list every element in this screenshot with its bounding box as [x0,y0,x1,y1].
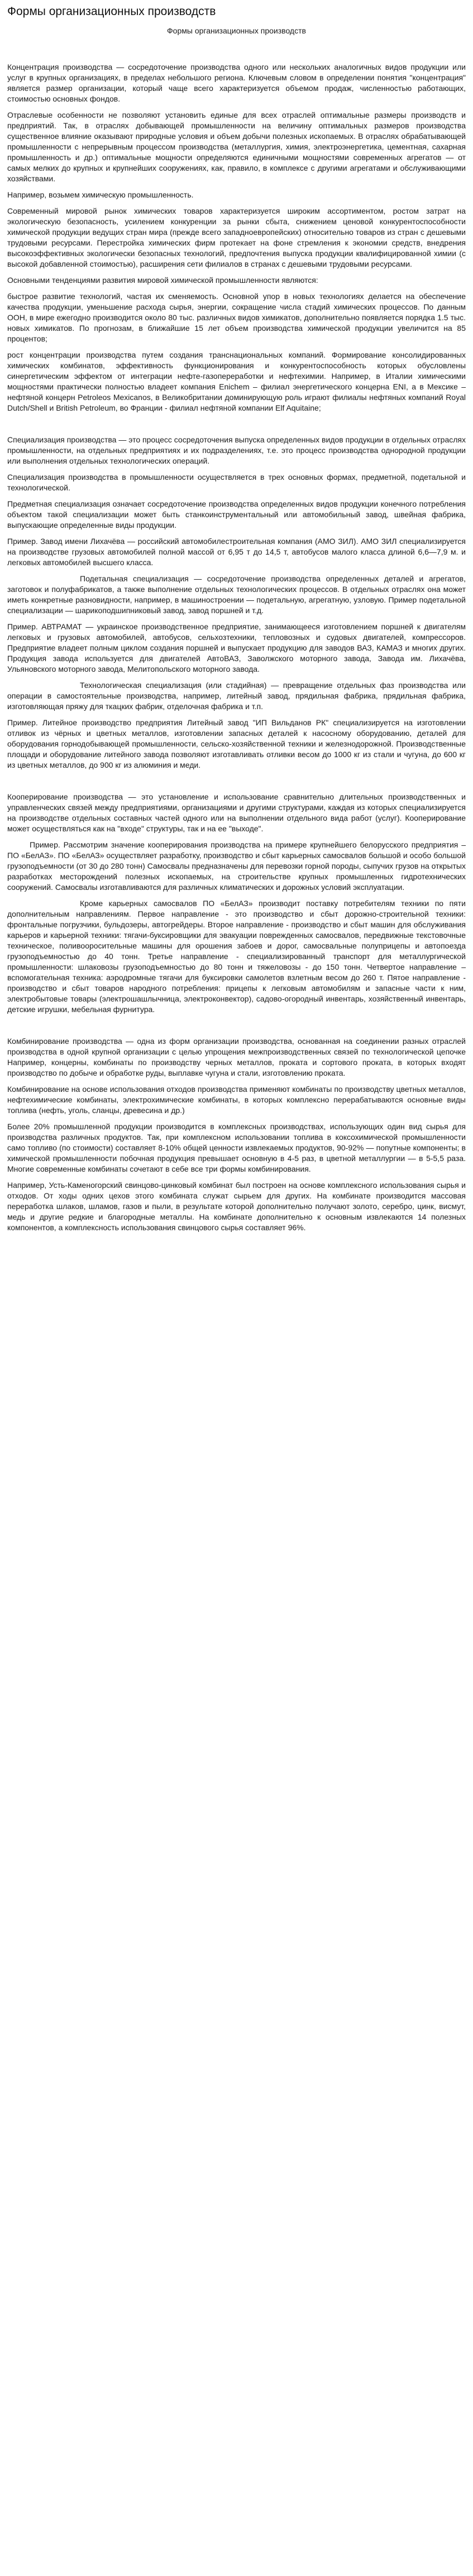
paragraph: Комбинирование на основе использования отходов производства применяют комбинаты по производству цветных металлов, нефтехимические комбинаты, электрохимические комбинаты, в которых комплексно перерабатываются основные виды топлива (нефть, уголь, сланцы, древесина и др.) [7,1085,466,1115]
paragraph: рост концентрации производства путем создания транснациональных компаний. Формирование консолидированных химических комбинатов, эффективность функционирования и конкурентоспособность которых обусловлены синергетическим эффектом от интеграции нефте-газопереработки и нефтехимии. Например, в Италии химическими мощностями практически полностью владеет компания Enichem – филиал энергетического концерна ENI, а в Мексике – нефтяной концерн Petroleos Mexicanos, в Великобритании доминирующую роль играют филиалы нефтяных компаний Royal Dutch/Shell и British Petroleum, во Франции - филиал нефтяной компании Elf Aquitaine; [7,350,466,412]
paragraph: Например, Усть-Каменогорский свинцово-цинковый комбинат был построен на основе комплексного использования сырья и отходов. От ходы одних цехов этого комбината служат сырьем для других. На комбинате производится массовая переработка шлаков, шламов, газов и пыли, в результате которой дополнительно получают золото, серебро, цинк, висмут, медь и другие редкие и благородные металлы. На комбинате дополнительно к основным извлекаются 14 полезных компонентов, а комплексность использования свинцового сырья составляет 96%. [7,1181,466,1232]
paragraph: Предметная специализация означает сосредоточение производства определенных видов продукции конечного потребления объектом такой специализации может быть станкоинструментальный или автомобильный завод, швейная фабрика, выпускающие определенные виды продукции. [7,499,466,529]
paragraph: Основными тенденциями развития мировой химической промышленности являются: [7,276,318,285]
paragraph: быстрое развитие технологий, частая их сменяемость. Основной упор в новых технологиях делается на обеспечение качества продукции, уменьшение расхода сырья, энергии, сокращение числа стадий химических процессов. По данным ООН, в мире ежегодно производится около 80 тыс. различных видов химикатов, дополнительно появляется порядка 1.5 тыс. новых химикатов. По прогнозам, в ближайшие 15 лет объем производства химической продукции увеличится на 85 процентов; [7,292,466,343]
paragraph: Пример. Литейное производство предприятия Литейный завод "ИП Вильданов РК" специализируется на изготовлении отливок из чёрных и цветных металлов, изготовлении запасных деталей к насосному оборудованию, деталей для оборудования горнодобывающей промышленности, сельско-хозяйственной техники и железнодорожной. Производственные площади и оборудование литейного завода позволяют изготавливать отливки весом до 1000 кг из стали и чугуна, до 600 кг из цветных металлов, до 900 кг из алюминия и меди. [7,718,466,769]
document-page [0,0,473,1244]
paragraph: Современный мировой рынок химических товаров характеризуется широким ассортиментом, ростом затрат на экологическую безопасность, усилением конкуренции за рынки сбыта, снижением ценовой конкурентоспособности химической продукции ведущих стран мира (прежде всего западноевропейских) относительно товаров из стран с дешевыми трудовыми ресурсами. Перестройка химических фирм протекает на фоне стремления к экономии средств, внедрения высокоэффективных экологически безопасных технологий, предпочтения выпуска продукции квалифицированной химии (с высокой добавленной стоимостью), расширения сети филиалов в странах с дешевыми трудовыми ресурсами. [7,206,466,268]
document-body [7,62,466,1233]
paragraph: Специализация производства — это процесс сосредоточения выпуска определенных видов продукции в отдельных отраслях промышленности, на отдельных предприятиях и их подразделениях, т.е. это процесс производства однородной продукции или выполнения отдельных технологических операций. [7,435,466,465]
paragraph: Пример. АВТРАМАТ — украинское производственное предприятие, занимающееся изготовлением поршней к двигателям легковых и грузовых автомобилей, автобусов, сельхозтехники, тепловозных и судовых двигателей, компрессоров. Предприятие владеет полным циклом создания поршней и выпускает продукцию для заводов ВАЗ, КАМАЗ и многих других. Продукция завода используется для двигателей АвтоВАЗ, Заволжского моторного завода, Завода им. Лихачёва, Ульяновского моторного завода, Мелитопольского моторного завода. [7,622,466,673]
paragraph: Подетальная специализация — сосредоточение производства определенных деталей и агрегатов, заготовок и полуфабрикатов, а также выполнение отдельных технологических процессов. В отдельных отраслях она может иметь конкретные разновидности, например, в машиностроении — подетальную, агрегатную, узловую. Пример подетальной специализации — шарикоподшипниковый завод, завод поршней и т.д. [7,574,466,615]
paragraph: Специализация производства в промышленности осуществляется в трех основных формах, предметной, подетальной и технологической. [7,473,466,492]
paragraph: Например, возьмем химическую промышленность. [7,190,194,199]
paragraph: Более 20% промышленной продукции производится в комплексных производствах, использующих один вид сырья для производства различных продуктов. Так, при комплексном использовании топлива в коксохимической промышленности само топливо (по стоимости) составляет 8-10% общей ценности извлекаемых продуктов, 90-92% — попутные компоненты; в химической промышленности побочная продукция превышает основную в 4-5 раз, в цветной металлургии — в 5-5,5 раза. Многие современные комбинаты сочетают в себе все три формы комбинирования. [7,1122,466,1173]
paragraph: Пример. Завод имени Лихачёва — российский автомобилестроительная компания (АМО ЗИЛ). АМО ЗИЛ специализируется на производстве грузовых автомобилей полной массой от 6,95 т до 14,5 т, автобусов малого класса длиной 6,6—7,9 м. и легковых автомобилей высшего класса. [7,537,466,567]
paragraph: Технологическая специализация (или стадийная) — превращение отдельных фаз производства или операции в самостоятельные производства, например, литейный завод, прядильная фабрика, прядильная фабрика, изготовляющая пряжу для ткацких фабрик, отделочная фабрика и т.п. [7,681,466,711]
paragraph: Комбинирование производства — одна из форм организации производства, основанная на соединении разных отраслей производства в одной крупной организации с целью упрощения межпроизводственных связей по технологической цепочке Например, концерны, комбинаты по производству черных металлов, проката и сортового проката, в которых входят производство по добыче и обработке руды, выплавке чугуна и стали, изготовлению проката. [7,1037,466,1077]
paragraph: Отраслевые особенности не позволяют установить единые для всех отраслей оптимальные размеры производств и предприятий. Так, в отраслях добывающей промышленности на величину оптимальных размеров производства существенное влияние оказывают природные условия и объем добычи полезных ископаемых. В отраслях обрабатывающей промышленности с непрерывным процессом производства (металлургия, химия, электроэнергетика, цементная, сахарная промышленность и др.) оптимальные мощности определяются единичными мощностями современных агрегатов — от самых мелких до крупных и крупнейших сооружениях, как, правило, в комплексе с другими агрегатами и обслуживающими хозяйствами. [7,110,466,183]
document-subtitle: Формы организационных производств [167,26,306,35]
paragraph: Кооперирование производства — это установление и использование сравнительно длительных производственных и управленческих связей между предприятиями, организациями и другими структурами, каждая из которых специализируется на производстве отдельных составных частей одного или на выполнении отдельного вида работ (услуг). Кооперирование может осуществляться как на "входе" структуры, так и на ее "выходе". [7,792,466,833]
paragraph: Кроме карьерных самосвалов ПО «БелАЗ» производит поставку потребителям техники по пяти дополнительным направлениям. Первое направление - это производство и сбыт дорожно-строительной техники: фронтальные погрузчики, бульдозеры, автогрейдеры. Второе направление - производство и сбыт машин для обслуживания карьеров и карьерной техники: тягачи-буксировщики для эвакуации поврежденных самосвалов, передвижные текстовочные техническое, поливооросительные машины для орошения забоев и дорог, самосвальные полуприцепы и автопоезда грузоподъемностью до 40 тонн. Третье направление - специализированный транспорт для металлургической промышленности: шлаковозы грузоподъемностью до 80 тонн и тяжеловозы - до 150 тонн. Четвертое направление – вспомогательная техника: аэродромные тягачи для буксировки самолетов взлетным весом до 260 т. Пятое направление - производство и сбыт товаров народного потребления: прицепы к легковым автомобилям и запасные части к ним, электробытовые товары (электрошашлычница, электроконвектор), садово-огородный инвентарь, хозяйственный инвентарь, детские игрушки, мебельная фурнитура. [7,899,466,1014]
paragraph: Концентрация производства — сосредоточение производства одного или нескольких аналогичных видов продукции или услуг в крупных организациях, в пределах небольшого региона. Ключевым словом в определении понятия "концентрация" является размер организации, который чаще всего характеризуется объемом продаж, численностью работающих, стоимостью основных фондов. [7,62,466,103]
paragraph: Пример. Рассмотрим значение кооперирования производства на примере крупнейшего белорусского предприятия – ПО «БелАЗ». ПО «БелАЗ» осуществляет разработку, производство и сбыт карьерных самосвалов большой и особо большой грузоподъемности (от 30 до 280 тонн) Самосвалы предназначены для перевозки горной породы, сыпучих грузов на открытых разработках месторождений полезных ископаемых, на строительстве крупных промышленных гидротехнических сооружений. Самосвалы изготавливаются для различных климатических и дорожных условий эксплуатации. [7,840,466,892]
page-title: Формы организационных производств [7,5,216,18]
